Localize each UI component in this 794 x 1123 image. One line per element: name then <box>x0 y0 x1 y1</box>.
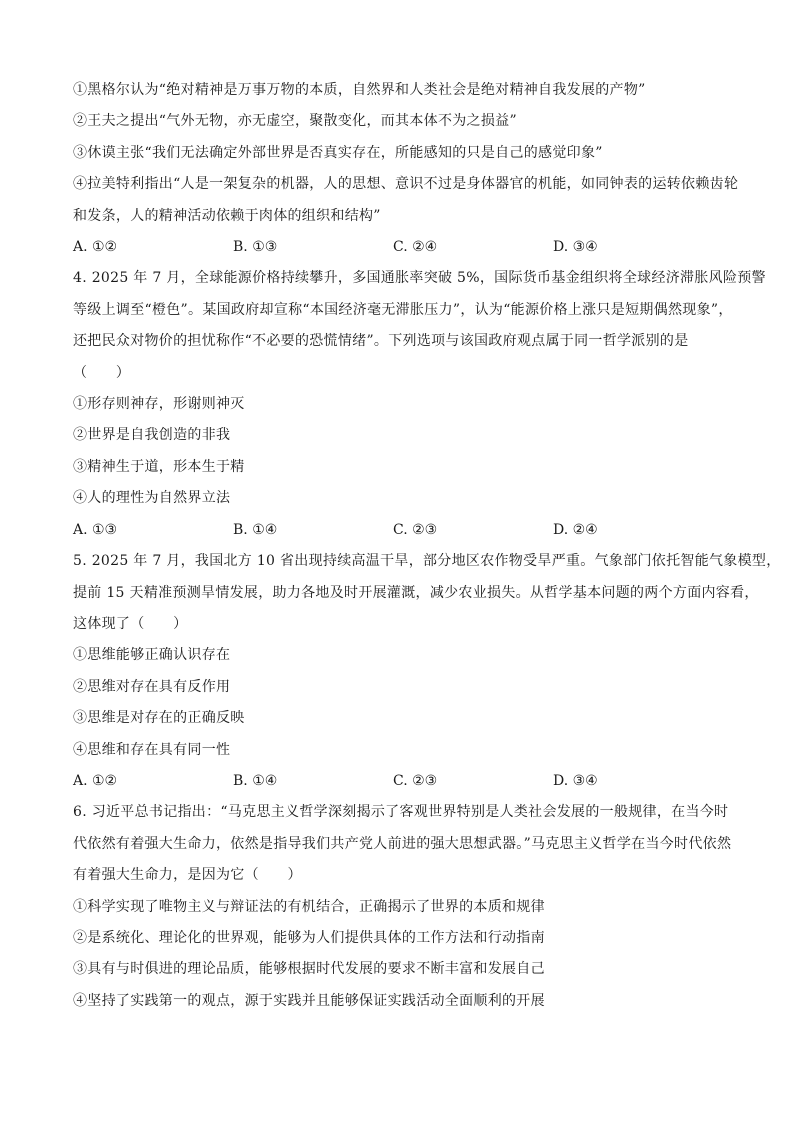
statement: ②世界是自我创造的非我 <box>73 427 231 444</box>
option-a: A. ①③ <box>73 521 118 538</box>
option-b: B. ①④ <box>233 521 278 538</box>
question-3 <box>73 75 739 263</box>
option-b: B. ①④ <box>233 772 278 789</box>
answer-options <box>73 515 733 546</box>
question-stem: 这体现了（ ） <box>73 615 188 632</box>
statement: ④思维和存在具有同一性 <box>73 741 231 758</box>
question-stem: 有着强大生命力，是因为它（ ） <box>73 867 302 884</box>
statement: ②王夫之提出“气外无物，亦无虚空，聚散变化，而其本体不为之损益” <box>73 113 517 130</box>
exam-page <box>73 75 781 1017</box>
option-d: D. ②④ <box>553 521 598 538</box>
statement: ④人的理性为自然界立法 <box>73 490 231 507</box>
statement: ③具有与时俱进的理论品质，能够根据时代发展的要求不断丰富和发展自己 <box>73 961 545 978</box>
question-stem: 还把民众对物价的担忧称作“不必要的恐慌情绪”。下列选项与该国政府观点属于同一哲学派别的是 <box>73 333 689 350</box>
statement: ①科学实现了唯物主义与辩证法的有机结合，正确揭示了世界的本质和规律 <box>73 898 545 915</box>
question-4 <box>73 263 766 546</box>
option-c: C. ②③ <box>393 772 438 789</box>
question-stem: 代依然有着强大生命力，依然是指导我们共产党人前进的强大思想武器。”马克思主义哲学在当今时代依然 <box>73 835 732 852</box>
question-stem: 4. 2025 年 7 月，全球能源价格持续攀升，多国通胀率突破 5%，国际货币基金组织将全球经济滞胀风险预警 <box>73 270 766 287</box>
statement: ③精神生于道，形本生于精 <box>73 458 245 475</box>
statement: ①思维能够正确认识存在 <box>73 647 231 664</box>
answer-options <box>73 766 733 797</box>
statement: ③思维是对存在的正确反映 <box>73 710 245 727</box>
option-b: B. ①③ <box>233 239 278 256</box>
question-5 <box>73 546 781 797</box>
question-stem: 提前 15 天精准预测旱情发展，助力各地及时开展灌溉，减少农业损失。从哲学基本问题的两个方面内容看， <box>73 584 759 601</box>
option-d: D. ③④ <box>553 239 598 256</box>
option-d: D. ③④ <box>553 772 598 789</box>
option-a: A. ①② <box>73 772 118 789</box>
question-6 <box>73 797 733 1017</box>
answer-bracket: （ ） <box>73 364 131 381</box>
question-stem: 等级上调至“橙色”。某国政府却宣称“本国经济毫无滞胀压力”，认为“能源价格上涨只是短期偶然现象”， <box>73 301 733 318</box>
option-c: C. ②④ <box>393 239 438 256</box>
statement: ①形存则神存，形谢则神灭 <box>73 396 245 413</box>
statement: ③休谟主张“我们无法确定外部世界是否真实存在，所能感知的只是自己的感觉印象” <box>73 144 603 161</box>
question-stem: 5. 2025 年 7 月，我国北方 10 省出现持续高温干旱，部分地区农作物受旱严重。气象部门依托智能气象模型， <box>73 553 781 570</box>
answer-options <box>73 232 733 263</box>
question-stem: 6. 习近平总书记指出：“马克思主义哲学深刻揭示了客观世界特别是人类社会发展的一般规律，在当今时 <box>73 804 729 821</box>
option-c: C. ②③ <box>393 521 438 538</box>
statement: ④坚持了实践第一的观点，源于实践并且能够保证实践活动全面顺利的开展 <box>73 992 545 1009</box>
statement: ②思维对存在具有反作用 <box>73 678 231 695</box>
statement: ④拉美特利指出“人是一架复杂的机器，人的思想、意识不过是身体器官的机能，如同钟表的运转依赖齿轮 <box>73 176 739 193</box>
statement: ①黑格尔认为“绝对精神是万事万物的本质，自然界和人类社会是绝对精神自我发展的产物” <box>73 82 646 98</box>
option-a: A. ①② <box>73 239 118 256</box>
statement: ②是系统化、理论化的世界观，能够为人们提供具体的工作方法和行动指南 <box>73 929 545 946</box>
statement: 和发条，人的精神活动依赖于肉体的组织和结构” <box>73 207 381 224</box>
